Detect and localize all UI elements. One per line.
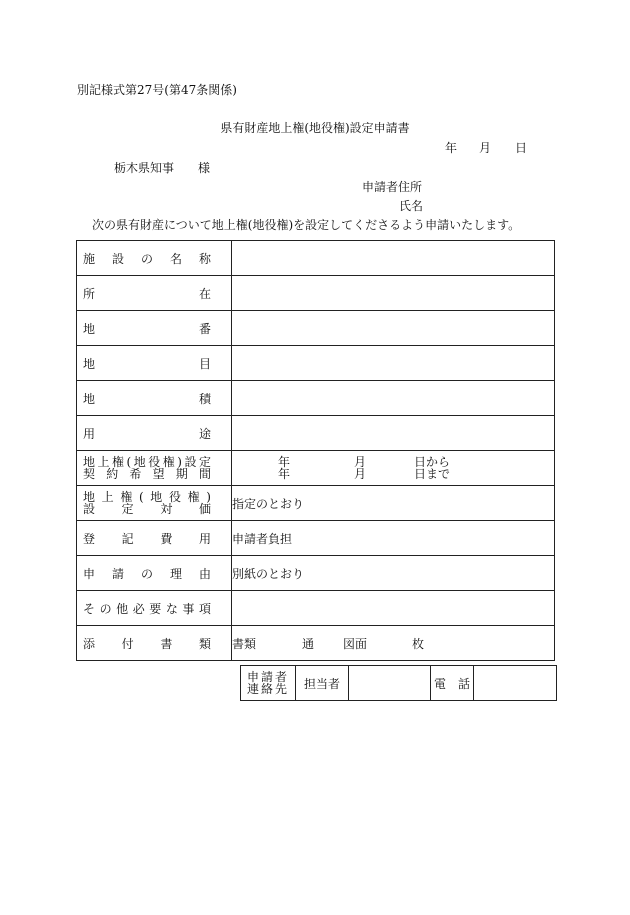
row-label-text: 所 在 — [83, 286, 211, 301]
form-number: 別記様式第27号(第47条関係) — [77, 83, 237, 97]
attachments-row — [77, 626, 555, 661]
field-text: 書類 — [232, 636, 257, 651]
table-row-label — [77, 556, 232, 591]
field-text: 月 — [354, 467, 367, 481]
table-row-label — [77, 276, 232, 311]
table-row-value[interactable] — [232, 311, 555, 346]
table-row-label — [77, 591, 232, 626]
field-text: 年 — [278, 455, 291, 469]
addressee: 栃木県知事 様 — [114, 161, 211, 175]
field-text: 枚 — [412, 636, 425, 651]
period-dates — [232, 456, 554, 480]
table-row — [77, 416, 555, 451]
field-text: 通 — [302, 636, 315, 651]
row-label-text: 添 付 書 類 — [83, 636, 211, 651]
applicant-name-label: 氏名 — [399, 199, 424, 213]
period-label-text-line: 契 約 希 望 期 間 — [83, 467, 211, 481]
row-label-text: 地 積 — [83, 391, 211, 406]
table-row — [77, 346, 555, 381]
period-row-value[interactable] — [232, 451, 555, 486]
phone-label: 電 話 — [431, 666, 474, 701]
table-row-value[interactable] — [232, 416, 555, 451]
table-row-value[interactable] — [232, 521, 555, 556]
contact-table — [240, 665, 557, 701]
row-label-text: 申 請 の 理 由 — [83, 566, 211, 581]
field-text: 別紙のとおり — [232, 566, 305, 581]
table-row-label — [77, 416, 232, 451]
period-row-label — [77, 451, 232, 486]
row-label-text: 登 記 費 用 — [83, 531, 211, 546]
table-row-label — [77, 241, 232, 276]
period-row — [77, 451, 555, 486]
field-text: 図面 — [343, 636, 368, 651]
attachments-value — [232, 635, 554, 652]
row-label-text: 施 設 の 名 称 — [83, 251, 211, 266]
row-label-text: そ の 他 必 要 な 事 項 — [83, 601, 211, 616]
price-label-text-line: 地 上 権 ( 地 役 権 ) — [83, 490, 211, 504]
table-row-label — [77, 346, 232, 381]
row-label-text: 用 途 — [83, 426, 211, 441]
table-row-value[interactable] — [232, 276, 555, 311]
table-row-value[interactable] — [232, 346, 555, 381]
price-label-text — [83, 491, 225, 515]
attachments-row-label — [77, 626, 232, 661]
price-row-value[interactable] — [232, 486, 555, 521]
field-text: 指定のとおり — [232, 496, 305, 511]
price-row-label — [77, 486, 232, 521]
table-row — [77, 381, 555, 416]
table-row — [77, 556, 555, 591]
date-day: 日 — [515, 141, 528, 155]
application-table — [76, 240, 555, 661]
table-row-value[interactable] — [232, 556, 555, 591]
attachments-row-value[interactable] — [232, 626, 555, 661]
price-label-text-line: 設 定 対 価 — [83, 502, 211, 516]
field-text: 日から — [414, 455, 451, 469]
table-row-value[interactable] — [232, 381, 555, 416]
period-label-text — [83, 456, 225, 480]
phone-field[interactable] — [474, 666, 557, 701]
table-row-value[interactable] — [232, 591, 555, 626]
field-text: 申請者負担 — [232, 531, 293, 546]
date-line — [445, 141, 527, 155]
contact-label: 申請者 連絡先 — [241, 666, 296, 701]
table-row — [77, 276, 555, 311]
intro-text: 次の県有財産について地上権(地役権)を設定してくださるよう申請いたします。 — [92, 218, 521, 232]
person-in-charge-field[interactable] — [349, 666, 431, 701]
table-row — [77, 311, 555, 346]
field-text: 年 — [278, 467, 291, 481]
row-label-text: 地 番 — [83, 321, 211, 336]
table-row — [77, 591, 555, 626]
person-in-charge-label: 担当者 — [296, 666, 349, 701]
date-month: 月 — [479, 141, 492, 155]
table-row — [77, 241, 555, 276]
applicant-address-label: 申請者住所 — [362, 180, 423, 194]
table-row-value[interactable] — [232, 241, 555, 276]
table-row-label — [77, 311, 232, 346]
table-row-label — [77, 381, 232, 416]
field-text: 日まで — [414, 467, 451, 481]
row-label-text: 地 目 — [83, 356, 211, 371]
field-text: 月 — [354, 455, 367, 469]
table-row-label — [77, 521, 232, 556]
period-label-text-line: 地 上 権 ( 地 役 権 ) 設 定 — [83, 455, 211, 469]
form-title: 県有財産地上権(地役権)設定申請書 — [220, 121, 410, 135]
table-row — [77, 521, 555, 556]
date-year: 年 — [445, 141, 458, 155]
price-row — [77, 486, 555, 521]
